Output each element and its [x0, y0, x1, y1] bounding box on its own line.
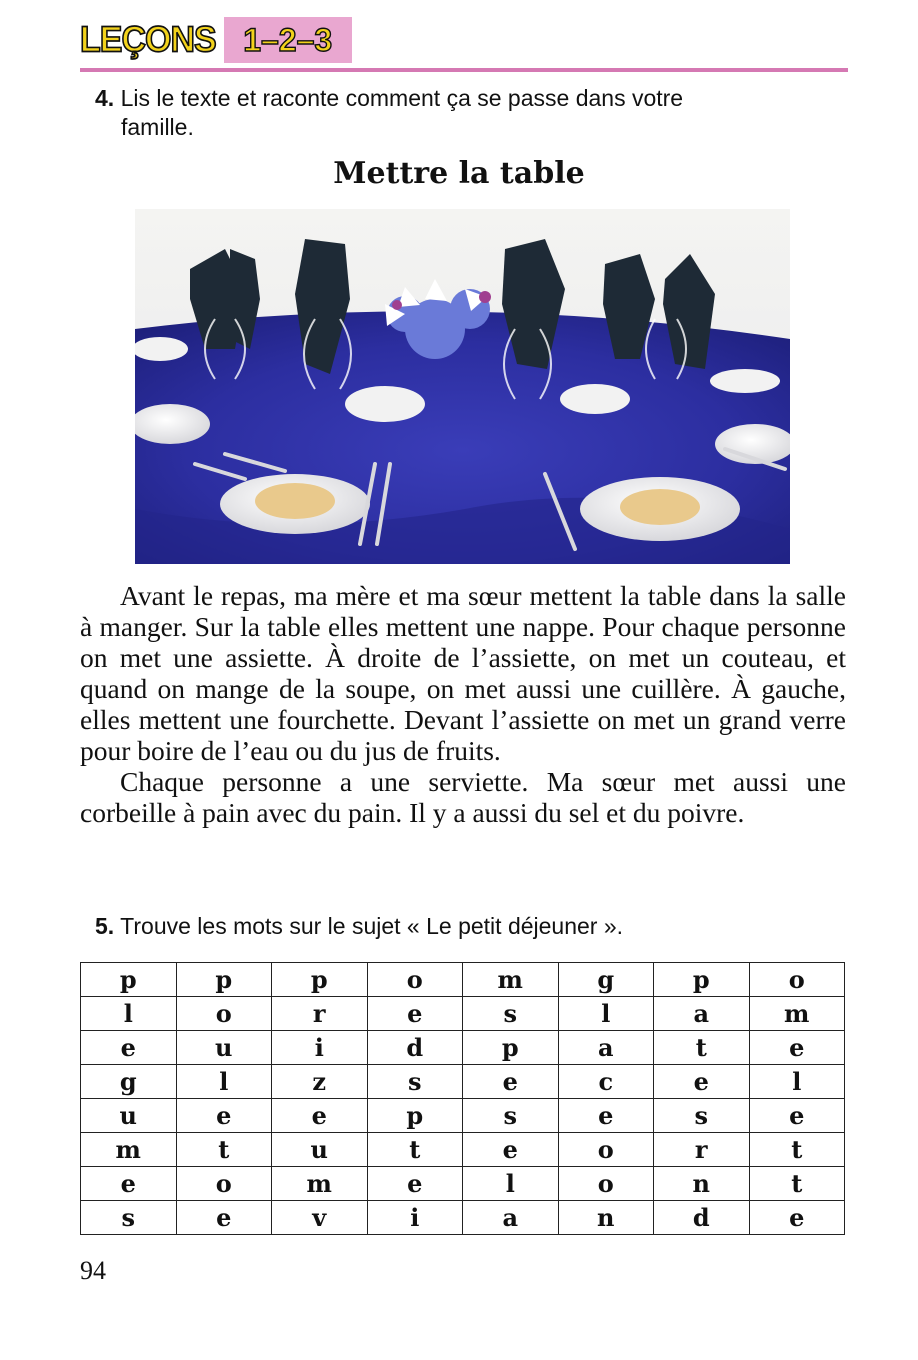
grid-cell: z [272, 1065, 368, 1099]
reading-passage [80, 580, 846, 828]
grid-cell: s [463, 997, 559, 1031]
grid-cell: e [749, 1201, 845, 1235]
grid-row [81, 963, 845, 997]
grid-cell: v [272, 1201, 368, 1235]
lesson-numbers: 1–2–3 [224, 17, 352, 63]
grid-cell: e [749, 1031, 845, 1065]
grid-cell: o [749, 963, 845, 997]
grid-cell: c [558, 1065, 654, 1099]
grid-cell: t [749, 1133, 845, 1167]
grid-cell: l [558, 997, 654, 1031]
word-search-grid [80, 962, 845, 1235]
grid-cell: m [749, 997, 845, 1031]
grid-cell: d [654, 1201, 750, 1235]
grid-cell: p [176, 963, 272, 997]
grid-cell: l [176, 1065, 272, 1099]
grid-cell: p [367, 1099, 463, 1133]
grid-cell: a [463, 1201, 559, 1235]
grid-cell: p [81, 963, 177, 997]
grid-row [81, 1201, 845, 1235]
grid-cell: e [272, 1099, 368, 1133]
grid-cell: n [654, 1167, 750, 1201]
grid-cell: r [654, 1133, 750, 1167]
grid-cell: g [81, 1065, 177, 1099]
grid-cell: o [558, 1167, 654, 1201]
grid-cell: o [367, 963, 463, 997]
grid-cell: s [367, 1065, 463, 1099]
grid-cell: m [81, 1133, 177, 1167]
grid-cell: t [654, 1031, 750, 1065]
grid-cell: e [176, 1099, 272, 1133]
grid-cell: i [272, 1031, 368, 1065]
grid-cell: e [463, 1065, 559, 1099]
grid-cell: e [558, 1099, 654, 1133]
grid-cell: g [558, 963, 654, 997]
grid-cell: n [558, 1201, 654, 1235]
exercise-number: 5. [95, 913, 115, 939]
exercise-5-instruction [95, 912, 845, 941]
grid-cell: e [654, 1065, 750, 1099]
grid-cell: s [463, 1099, 559, 1133]
grid-cell: e [176, 1201, 272, 1235]
exercise-number: 4. [95, 85, 115, 111]
passage-paragraph-2: Chaque personne a une serviette. Ma sœur met aussi une corbeille à pain avec du pain. Il y a aussi du sel et du poivre. [80, 766, 846, 828]
grid-row [81, 1031, 845, 1065]
grid-cell: a [558, 1031, 654, 1065]
grid-cell: e [81, 1167, 177, 1201]
grid-cell: i [367, 1201, 463, 1235]
grid-cell: e [367, 997, 463, 1031]
grid-cell: l [81, 997, 177, 1031]
grid-cell: u [272, 1133, 368, 1167]
grid-cell: t [749, 1167, 845, 1201]
passage-paragraph-1: Avant le repas, ma mère et ma sœur mettent la table dans la salle à manger. Sur la table elles mettent une nappe. Pour chaque personne on met une assiette. À droite de l’assiette, on met un couteau, et quand on mange de la soupe, on met aussi une cuillère. À gauche, elles mettent une fourchette. Devant l’assiette on met un grand verre pour boire de l’eau ou du jus de fruits. [80, 580, 846, 766]
grid-cell: e [81, 1031, 177, 1065]
exercise-4-text-line2: famille. [121, 114, 194, 140]
grid-row [81, 1167, 845, 1201]
grid-cell: e [749, 1099, 845, 1133]
grid-cell: p [463, 1031, 559, 1065]
page-number: 94 [80, 1256, 106, 1285]
grid-cell: e [367, 1167, 463, 1201]
grid-row [81, 1065, 845, 1099]
grid-cell: e [463, 1133, 559, 1167]
grid-cell: r [272, 997, 368, 1031]
exercise-4-text-line1: Lis le texte et raconte comment ça se passe dans votre [120, 85, 684, 111]
lessons-label: LEÇONS [80, 20, 216, 60]
exercise-4-instruction [95, 84, 845, 142]
grid-cell: l [463, 1167, 559, 1201]
grid-cell: l [749, 1065, 845, 1099]
header-rule [80, 68, 848, 72]
grid-cell: o [558, 1133, 654, 1167]
exercise-5-text: Trouve les mots sur le sujet « Le petit déjeuner ». [120, 913, 624, 939]
grid-cell: u [81, 1099, 177, 1133]
lesson-header [80, 16, 352, 64]
grid-cell: s [654, 1099, 750, 1133]
grid-cell: s [81, 1201, 177, 1235]
grid-cell: m [463, 963, 559, 997]
grid-cell: o [176, 1167, 272, 1201]
grid-row [81, 1133, 845, 1167]
grid-cell: a [654, 997, 750, 1031]
grid-cell: t [176, 1133, 272, 1167]
grid-cell: p [272, 963, 368, 997]
grid-cell: o [176, 997, 272, 1031]
grid-cell: m [272, 1167, 368, 1201]
grid-cell: d [367, 1031, 463, 1065]
reading-title: Mettre la table [333, 156, 585, 191]
grid-cell: p [654, 963, 750, 997]
grid-cell: t [367, 1133, 463, 1167]
grid-row [81, 1099, 845, 1133]
grid-row [81, 997, 845, 1031]
table-setting-photo [135, 209, 790, 564]
grid-cell: u [176, 1031, 272, 1065]
